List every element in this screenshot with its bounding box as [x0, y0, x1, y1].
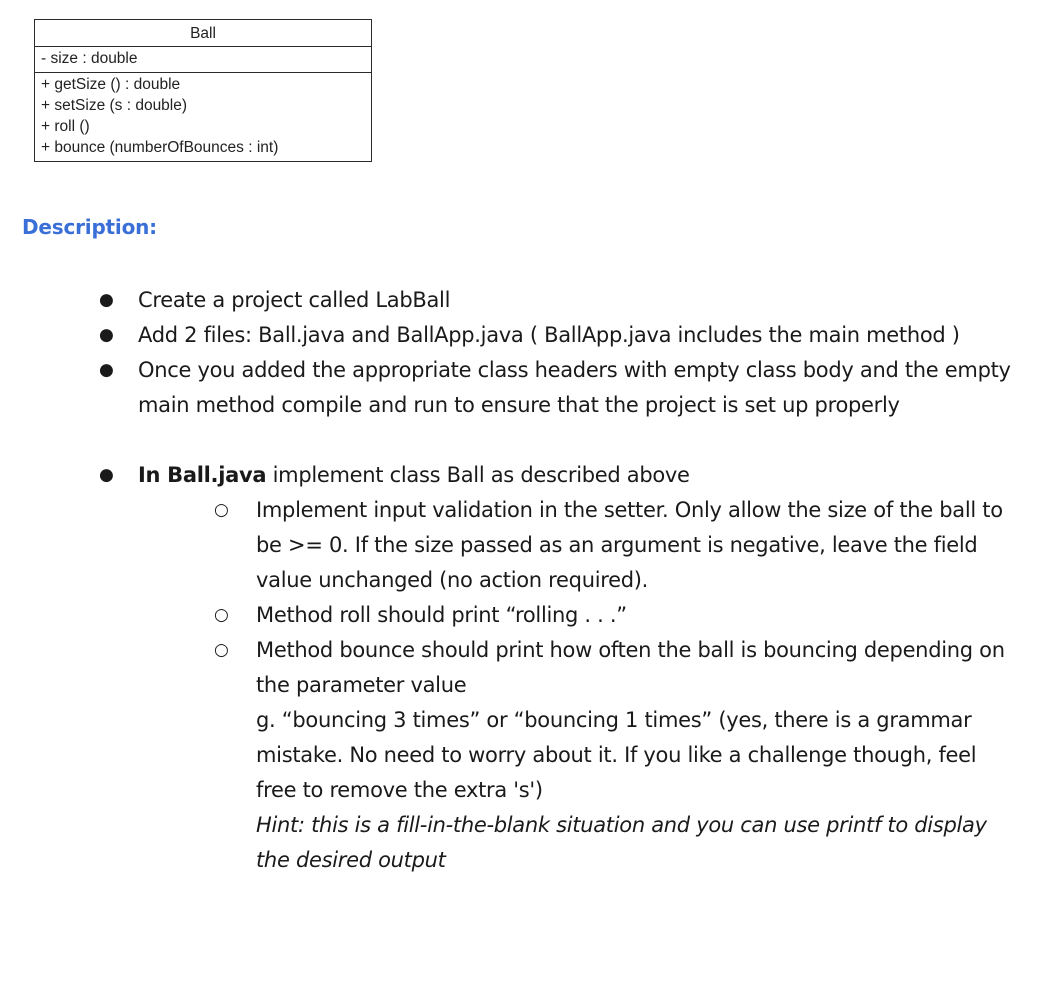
list-item	[0, 283, 1044, 318]
circle-bullet-icon: ○	[214, 500, 229, 520]
list-item-text: implement class Ball as described above	[266, 463, 690, 487]
list-item-ball	[0, 458, 1044, 878]
uml-class-name: Ball	[190, 25, 216, 42]
bullet-icon: ●	[99, 360, 114, 380]
sub-item-example-text: g. “bouncing 3 times” or “bouncing 1 times” (yes, there is a grammar mistake. No need to worry about it. If you like a challenge though, feel free to remove the extra 's')	[256, 708, 977, 802]
bullet-icon: ●	[99, 325, 114, 345]
ball-java-label: In Ball.java	[138, 463, 267, 487]
sub-list	[138, 493, 1024, 878]
bullet-icon: ●	[99, 290, 114, 310]
sub-item-text: Method bounce should print how often the ball is bouncing depending on the parameter value	[256, 638, 1005, 697]
uml-method: + setSize (s : double)	[41, 97, 188, 114]
uml-class-diagram	[34, 19, 372, 162]
uml-attributes-section	[35, 46, 371, 72]
circle-bullet-icon: ○	[214, 640, 229, 660]
uml-method: + bounce (numberOfBounces : int)	[41, 139, 279, 156]
sub-item-text: Method roll should print “rolling . . .”	[256, 603, 627, 627]
list-item-text: Add 2 files: Ball.java and BallApp.java ( BallApp.java includes the main method )	[138, 323, 960, 347]
bullet-icon: ●	[99, 465, 114, 485]
sub-item-text: Implement input validation in the setter. Only allow the size of the ball to be >= 0. If the size passed as an argument is negative, leave the field value unchanged (no action required).	[256, 498, 1003, 592]
list-item-text: Create a project called LabBall	[138, 288, 451, 312]
uml-attribute: - size : double	[41, 50, 138, 67]
hint-text: Hint: this is a fill-in-the-blank situation and you can use printf to display the desired output	[256, 813, 987, 872]
description-list	[0, 283, 1044, 878]
uml-methods-section	[35, 72, 371, 161]
list-item	[0, 353, 1044, 423]
list-item	[0, 318, 1044, 353]
uml-method: + getSize () : double	[41, 76, 181, 93]
sub-list-item-validation	[138, 493, 1024, 598]
circle-bullet-icon: ○	[214, 605, 229, 625]
list-item-text: Once you added the appropriate class headers with empty class body and the empty main method compile and run to ensure that the project is set up properly	[138, 358, 1011, 417]
description-heading: Description:	[22, 215, 157, 239]
uml-method: + roll ()	[41, 118, 90, 135]
sub-list-item-roll	[138, 598, 1024, 633]
sub-list-item-bounce	[138, 633, 1024, 878]
